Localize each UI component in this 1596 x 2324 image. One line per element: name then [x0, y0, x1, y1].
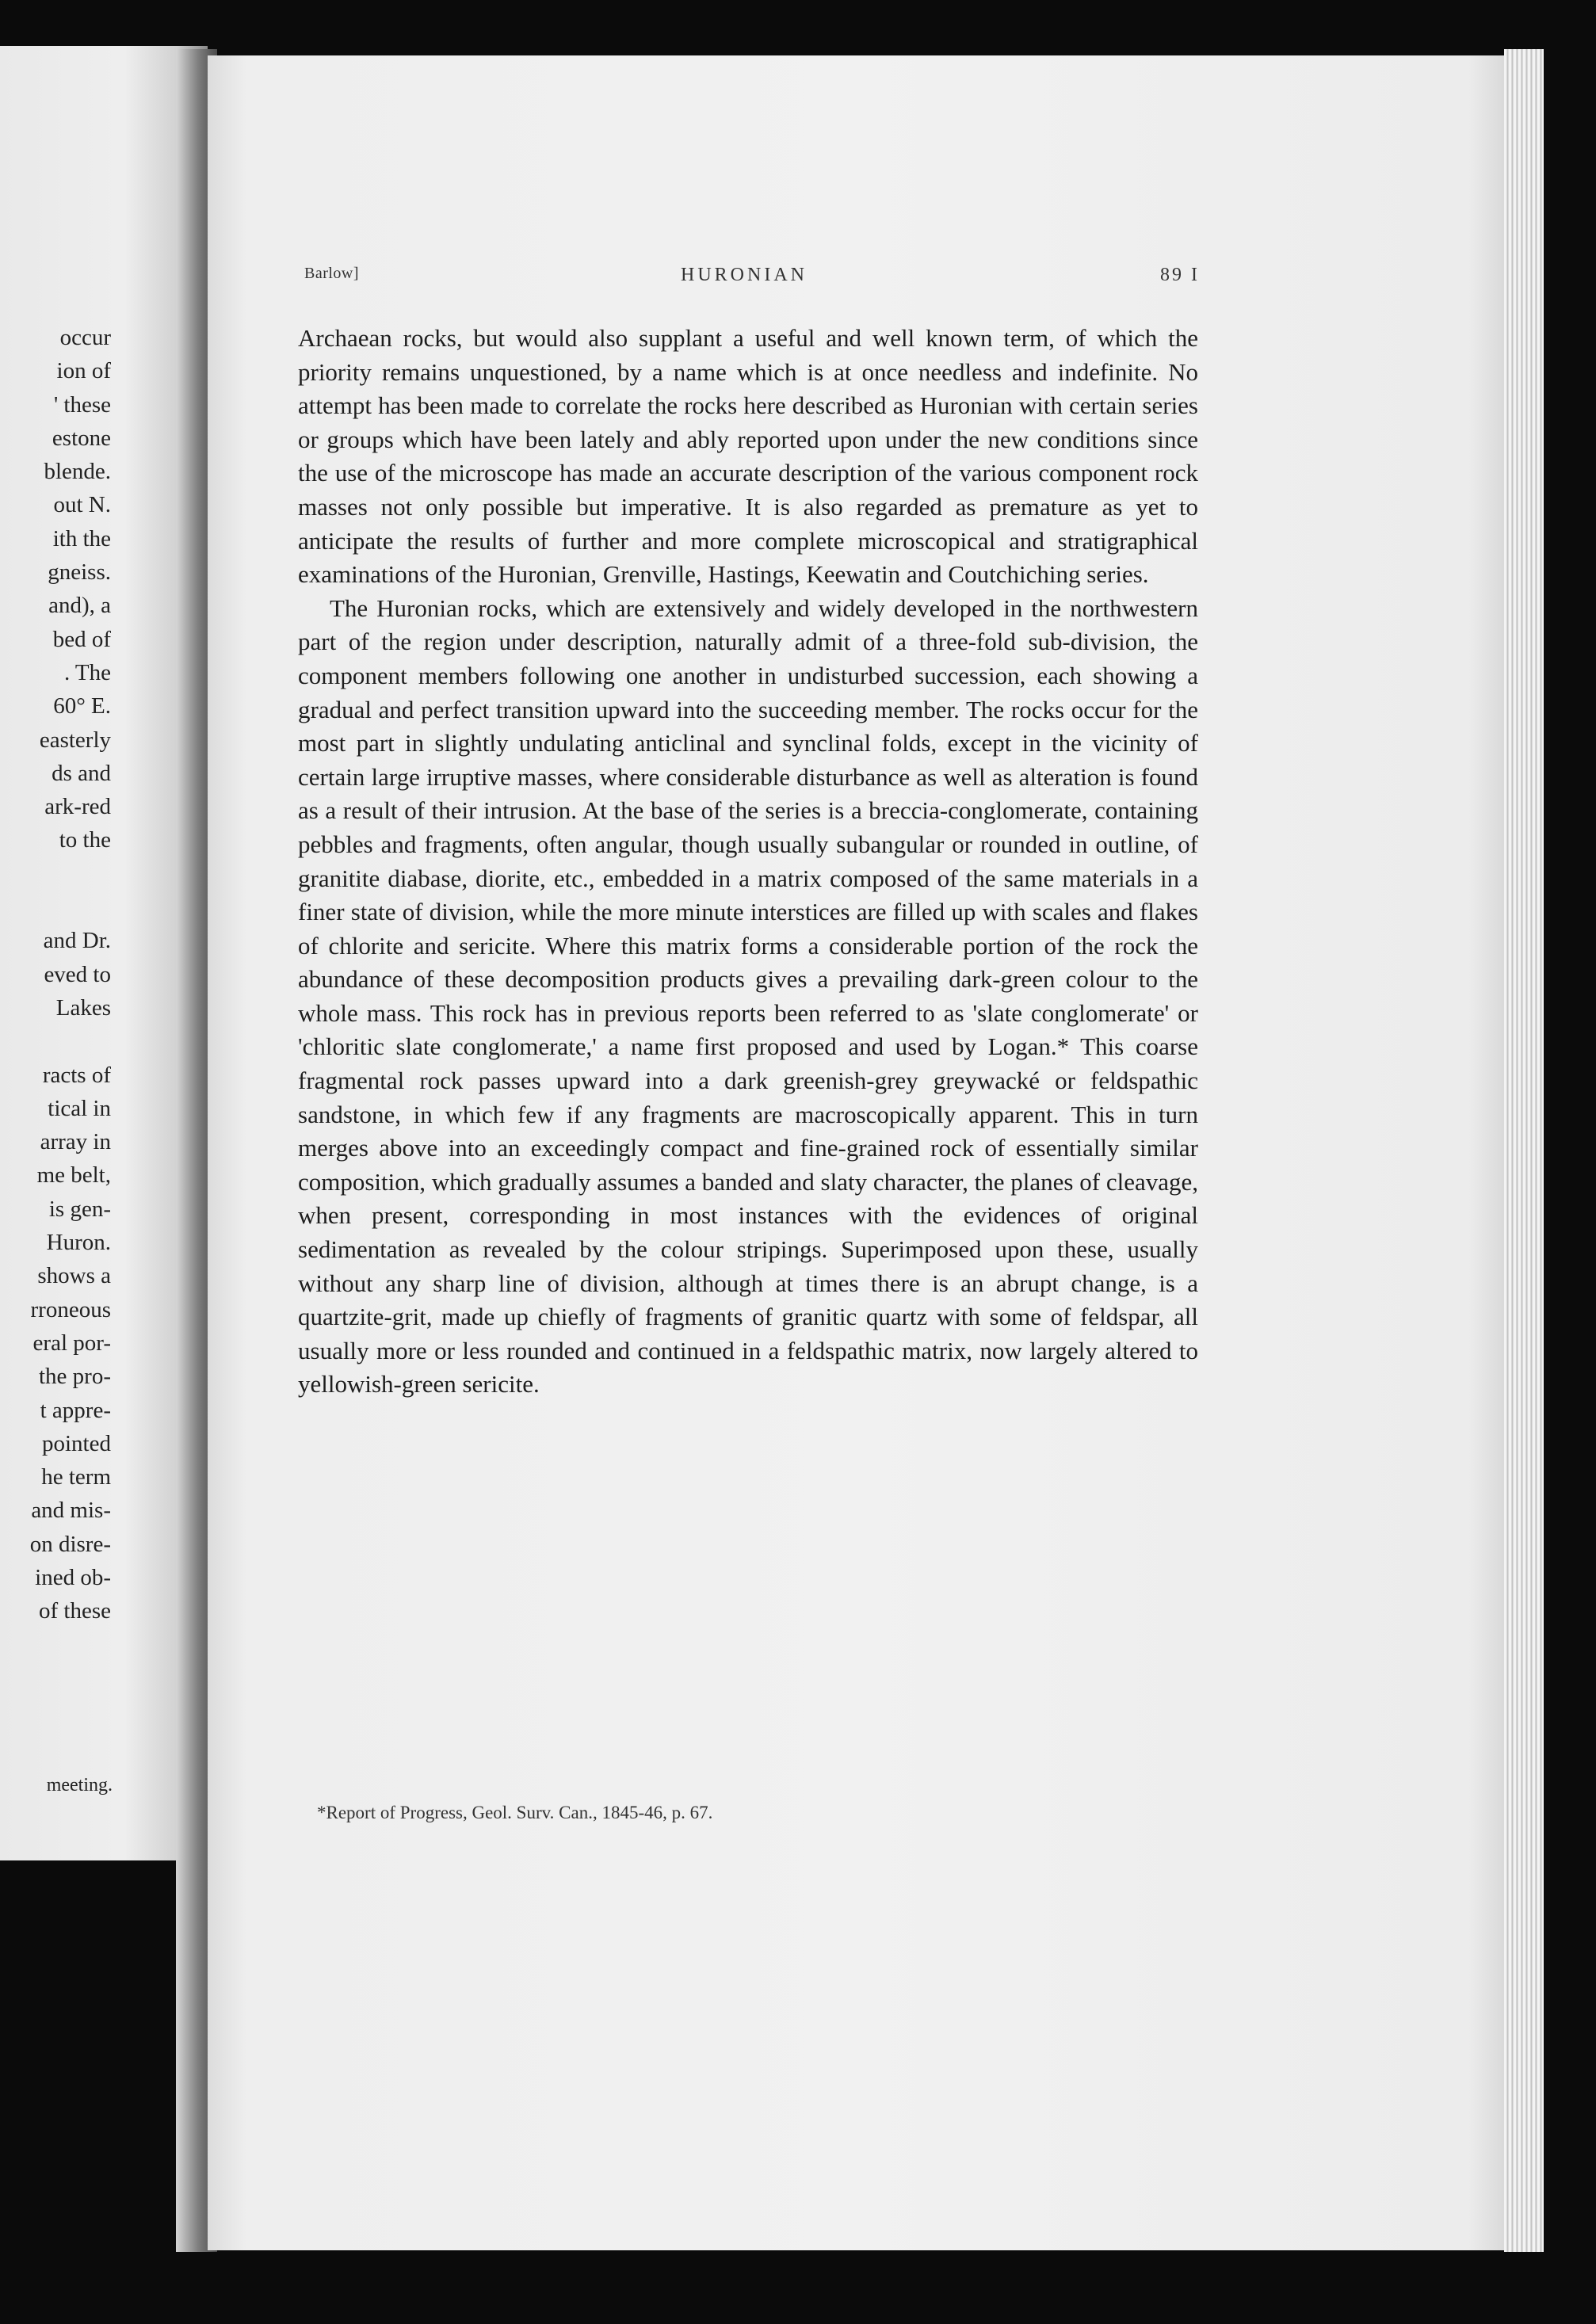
- left-page-line: ark-red: [44, 794, 111, 820]
- left-page-text: [0, 321, 111, 1628]
- left-page-line: of these: [39, 1598, 111, 1624]
- left-page-line: array in: [40, 1129, 111, 1155]
- page-header: [304, 265, 1200, 296]
- left-page-line: Huron.: [46, 1230, 111, 1256]
- left-page-line: racts of: [42, 1062, 111, 1088]
- left-page-line: easterly: [39, 727, 111, 753]
- left-page-line: [0, 857, 111, 891]
- footnote: *Report of Progress, Geol. Surv. Can., 1845-46, p. 67.: [317, 1803, 713, 1822]
- left-page-line: the pro-: [39, 1364, 111, 1390]
- left-page-line: ' these: [53, 391, 111, 418]
- left-page-line: estone: [52, 425, 111, 451]
- left-page-line: and), a: [48, 593, 111, 619]
- left-page-line: ion of: [56, 358, 111, 384]
- paragraph: Archaean rocks, but would also supplant a useful and well known term, of which the priority remains unquestioned, by a name which is at once needless and indefinite. No attempt has been made to correlate the rocks here described as Huronian with certain series or groups which have been lately and ably reported upon under the new conditions since the use of the microscope has made an accurate description of the various component rock masses not only possible but imperative. It is also regarded as premature as yet to anticipate the results of further and more complete microscopical and stratigraphical examinations of the Huronian, Grenville, Hastings, Keewatin and Coutchiching series.: [298, 324, 1198, 589]
- paragraph: The Huronian rocks, which are extensively and widely developed in the northwestern part of the region under description, naturally admit of a three-fold sub-division, the component members following one another in undisturbed succession, each showing a gradual and perfect transition upward into the succeeding member. The rocks occur for the most part in slightly undulating anticlinal and synclinal folds, except in the vicinity of certain large irruptive masses, where considerable disturbance as well as alteration is found as a result of their intrusion. At the base of the series is a breccia-conglomerate, containing pebbles and fragments, often angular, though usually subangular or rounded in outline, of granitite diabase, diorite, etc., embedded in a matrix composed of the same materials in a finer state of division, while the more minute interstices are filled up with scales and flakes of chlorite and sericite. Where this matrix forms a considerable portion of the rock the abundance of these decomposition products gives a prevailing dark-green colour to the whole mass. This rock has in previous reports been referred to as 'slate conglomerate' or 'chloritic slate conglomerate,' a name first proposed and used by Logan.* This coarse fragmental rock passes upward into a dark greenish-grey greywacké or feldspathic sandstone, in which few if any fragments are macroscopically apparent. This in turn merges above into an exceedingly compact and fine-grained rock of essentially similar composition, which gradually assumes a banded and slaty character, the planes of cleavage, when present, corresponding in most instances with the evidences of original sedimentation as revealed by the colour stripings. Superimposed upon these, usually without any sharp line of division, although at times there is an abrupt change, is a quartzite-grit, made up chiefly of fragments of granitic quartz with some of feldspar, all usually more or less rounded and continued in a feldspathic matrix, now largely altered to yellowish-green sericite.: [298, 593, 1198, 1399]
- left-page-line: tical in: [48, 1095, 111, 1121]
- left-page-line: 60° E.: [53, 693, 111, 719]
- left-page-line: to the: [59, 827, 111, 853]
- left-page-line: on disre-: [29, 1531, 111, 1557]
- left-page-line: blende.: [44, 459, 111, 485]
- left-page-line: [0, 891, 111, 924]
- left-page-footer: meeting.: [46, 1775, 113, 1795]
- left-page-line: and mis-: [31, 1498, 111, 1524]
- left-page-line: occur: [59, 325, 111, 350]
- left-page-line: and Dr.: [43, 928, 111, 954]
- left-page-line: gneiss.: [48, 559, 111, 586]
- left-page-line: Lakes: [55, 994, 111, 1021]
- left-page-line: ds and: [52, 760, 111, 786]
- left-page-line: eved to: [44, 961, 111, 987]
- left-page-line: eral por-: [32, 1330, 111, 1356]
- page-edges: [1504, 49, 1544, 2252]
- body-text: [298, 322, 1198, 1402]
- left-page-line: rroneous: [30, 1296, 111, 1322]
- running-title: HURONIAN: [681, 265, 808, 285]
- left-page-line: pointed: [42, 1430, 111, 1456]
- running-head-author: Barlow]: [304, 265, 360, 282]
- left-page-line: he term: [41, 1464, 111, 1490]
- left-page-line: [0, 1025, 111, 1058]
- left-page-line: out N.: [53, 492, 111, 518]
- left-page-line: shows a: [37, 1263, 111, 1289]
- left-page-line: me belt,: [36, 1162, 111, 1189]
- left-page-line: is gen-: [48, 1196, 111, 1222]
- left-page-line: bed of: [52, 626, 111, 652]
- page-number: 89 I: [1160, 265, 1200, 285]
- left-page-line: t appre-: [40, 1397, 111, 1423]
- left-page-line: ith the: [52, 525, 111, 551]
- left-page-line: ined ob-: [35, 1564, 111, 1590]
- left-page-line: . The: [63, 659, 111, 685]
